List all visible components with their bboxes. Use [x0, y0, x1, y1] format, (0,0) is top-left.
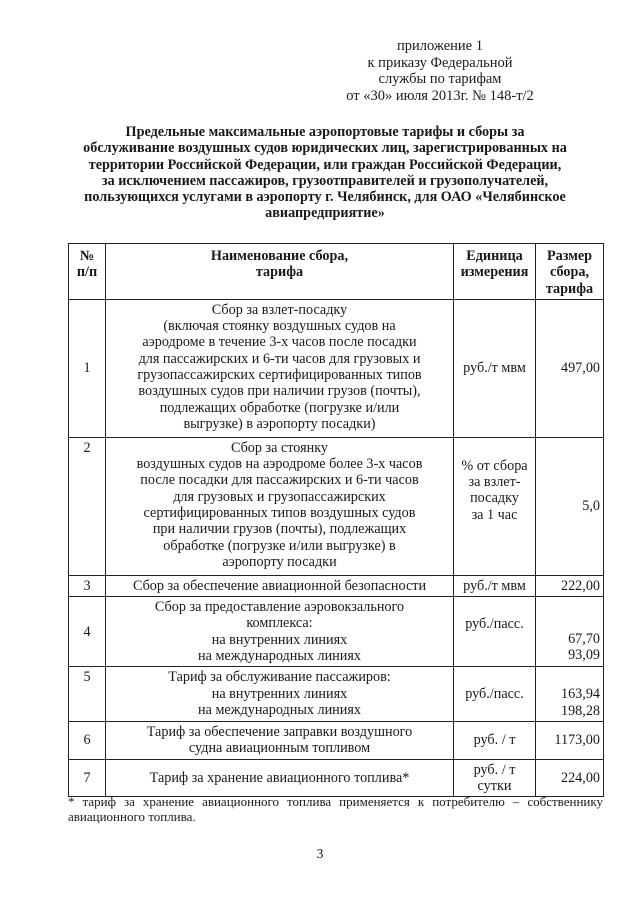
row-name: Сбор за взлет-посадку (включая стоянку воздушных судов на аэродроме в течение 3-х часов после посадки для пассажирских и 6-ти часов для грузовых и грузопассажирских сертифицированных типов воздушных судов при наличии грузов (почты), подлежащих обработке (погрузке и/или выгрузке) в аэропорту посадки)	[106, 299, 454, 437]
value-international: 198,28	[560, 702, 600, 719]
row-unit: руб. / т сутки	[454, 759, 536, 797]
table-row	[69, 437, 604, 575]
row-number: 3	[69, 575, 106, 596]
title-line: пользующихся услугами в аэропорту г. Челябинск, для ОАО «Челябинское	[84, 189, 566, 206]
title-line: авиапредприятие»	[265, 205, 385, 222]
table-row	[69, 299, 604, 437]
row-number: 5	[69, 667, 106, 722]
row-number: 7	[69, 759, 106, 797]
row-value: 224,00	[536, 759, 604, 797]
table-header-row	[69, 244, 604, 300]
footnote: * тариф за хранение авиационного топлива применяется к потребителю – собственнику авиационного топлива.	[68, 794, 603, 824]
table-row	[69, 667, 604, 722]
appendix-line: к приказу Федеральной	[367, 54, 513, 71]
row-value: 497,00	[536, 299, 604, 437]
table-row	[69, 721, 604, 759]
row-name: Сбор за обеспечение авиационной безопасности	[106, 575, 454, 596]
row-name: Тариф за хранение авиационного топлива*	[106, 759, 454, 797]
row-number: 6	[69, 721, 106, 759]
header-unit: Единица измерения	[454, 244, 536, 300]
row-name: Сбор за предоставление аэровокзального комплекса: на внутренних линиях на международных линиях	[106, 597, 454, 667]
row-unit: руб./пасс.	[454, 597, 536, 667]
value-domestic: 163,94	[560, 686, 600, 703]
row-unit: руб./т мвм	[454, 299, 536, 437]
row-value	[536, 597, 604, 667]
row-number: 2	[69, 437, 106, 575]
row-name: Тариф за обеспечение заправки воздушного судна авиационным топливом	[106, 721, 454, 759]
appendix-line: приложение 1	[397, 38, 483, 54]
document-title	[58, 124, 592, 222]
header-value: Размер сбора, тарифа	[536, 244, 604, 300]
row-number: 1	[69, 299, 106, 437]
header-name: Наименование сбора, тарифа	[106, 244, 454, 300]
row-name: Тариф за обслуживание пассажиров: на внутренних линиях на международных линиях	[106, 667, 454, 722]
row-value: 5,0	[536, 437, 604, 575]
appendix-line: службы по тарифам	[378, 71, 502, 87]
table-row	[69, 575, 604, 596]
page-number: 3	[316, 846, 324, 861]
tariffs-table	[68, 243, 604, 797]
header-num: № п/п	[69, 244, 106, 300]
row-number: 4	[69, 597, 106, 667]
row-value: 222,00	[536, 575, 604, 596]
title-line: обслуживание воздушных судов юридических лиц, зарегистрированных на	[83, 140, 567, 157]
row-unit: руб. / т	[454, 721, 536, 759]
value-international: 93,09	[568, 647, 600, 664]
table-row	[69, 597, 604, 667]
row-unit: руб./т мвм	[454, 575, 536, 596]
value-domestic: 67,70	[568, 631, 600, 648]
row-value: 1173,00	[536, 721, 604, 759]
appendix-line: от «30» июля 2013г. № 148-т/2	[346, 87, 534, 104]
table-row	[69, 759, 604, 797]
title-line: территории Российской Федерации, или граждан Российской Федерации,	[88, 156, 562, 173]
row-unit: руб./пасс.	[454, 667, 536, 722]
appendix-header	[330, 38, 550, 104]
title-line: Предельные максимальные аэропортовые тарифы и сборы за	[125, 124, 525, 140]
row-unit: % от сбора за взлет- посадку за 1 час	[454, 437, 536, 575]
row-name: Сбор за стоянку воздушных судов на аэродроме более 3-х часов после посадки для пассажирских и 6-ти часов для грузовых и грузопассажирских сертифицированных типов воздушных судов при наличии грузов (почты), подлежащих обработке (погрузке и/или выгрузке) в аэропорту посадки	[106, 437, 454, 575]
title-line: за исключением пассажиров, грузоотправителей и грузополучателей,	[101, 172, 549, 189]
row-value	[536, 667, 604, 722]
